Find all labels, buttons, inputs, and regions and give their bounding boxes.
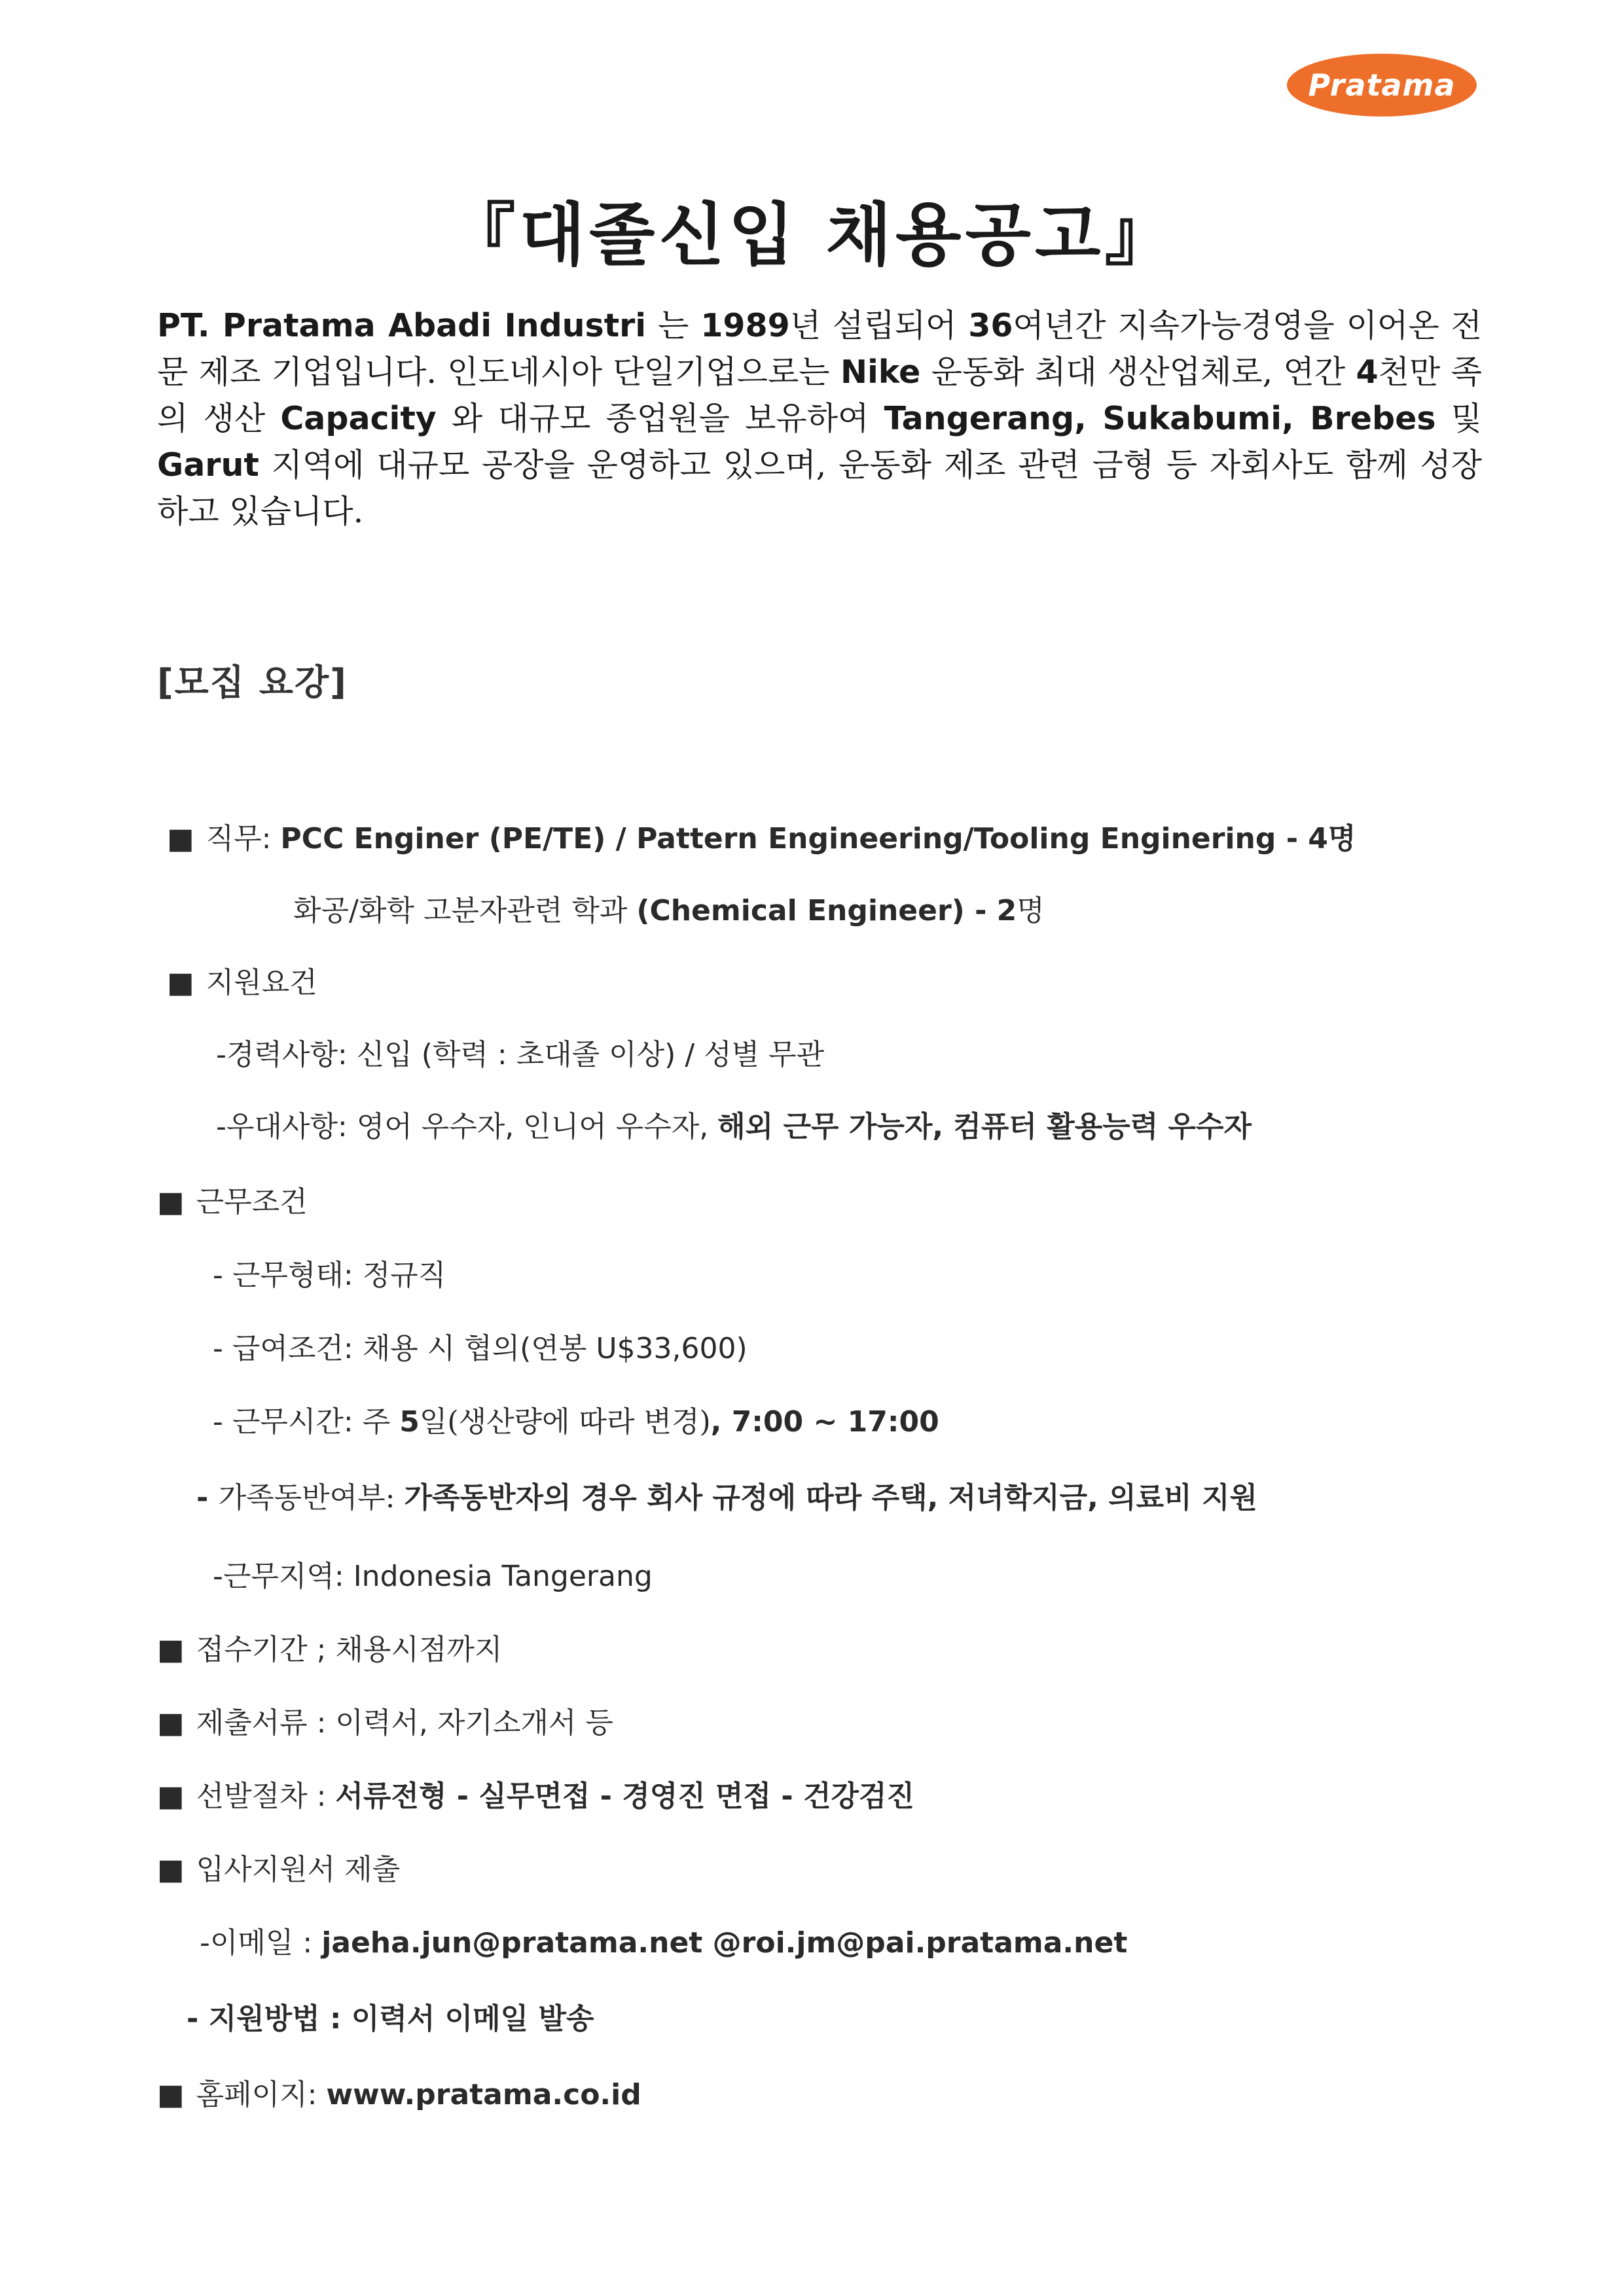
bullet-square: ■ — [157, 1706, 185, 1740]
intro-text: 는 — [646, 307, 701, 344]
intro-capacity: Capacity — [280, 400, 437, 437]
experience-row: -경력사항: 신입 (학력 : 초대졸 이상) / 성별 무관 — [216, 1038, 825, 1071]
documents-row — [157, 1699, 613, 1741]
homepage-label: 홈페이지: — [196, 2078, 327, 2111]
intro-garut: Garut — [157, 446, 259, 484]
employment-type-row: - 근무형태: 정규직 — [213, 1259, 446, 1292]
apply-heading — [157, 1846, 400, 1888]
bullet-square: ■ — [167, 966, 194, 999]
intro-text: 년 설립되어 — [789, 307, 969, 344]
homepage-link[interactable]: www.pratama.co.id — [326, 2078, 641, 2111]
documents-text: 제출서류 : 이력서, 자기소개서 등 — [196, 1706, 613, 1740]
job-line2-unit: 명 — [1017, 894, 1045, 927]
intro-text: 천만 족의 생산 — [157, 353, 1482, 437]
preferred-label: -우대사항: 영어 우수자, 인니어 우수자, — [216, 1110, 718, 1143]
intro-text: 운동화 최대 생산업체로, 연간 — [920, 353, 1356, 391]
period-row — [157, 1626, 502, 1668]
job-line2-text: 화공/화학 고분자관련 학과 — [293, 894, 637, 927]
hours-row — [213, 1398, 939, 1440]
email-label: -이메일 : — [200, 1926, 322, 1960]
hours-mid: 일(생산량에 따라 변경) — [419, 1405, 711, 1439]
email-value[interactable]: jaeha.jun@pratama.net @roi.jm@pai.pratama.net — [321, 1926, 1128, 1960]
method-text: - 지원방법 : 이력서 이메일 발송 — [187, 2002, 594, 2036]
family-dash: - — [196, 1481, 219, 1515]
bullet-square: ■ — [157, 2078, 185, 2111]
conditions-label: 근무조건 — [196, 1185, 308, 1219]
page-title: 『대졸신입 채용공고』 — [447, 195, 1177, 275]
job-row — [167, 815, 1356, 857]
requirements-heading — [167, 959, 317, 1001]
bullet-square: ■ — [157, 1853, 185, 1886]
bullet-square: ■ — [157, 1633, 185, 1666]
selection-label: 선발절차 : — [196, 1780, 336, 1813]
intro-year: 1989 — [700, 307, 790, 344]
email-row — [200, 1919, 1127, 1961]
preferred-value: 해외 근무 가능자, 컴퓨터 활용능력 우수자 — [717, 1110, 1252, 1143]
intro-years: 36 — [968, 307, 1013, 344]
recruitment-section-heading: [모집 요강] — [157, 662, 348, 703]
requirements-label: 지원요건 — [206, 966, 317, 999]
bullet-square: ■ — [157, 1185, 185, 1219]
homepage-row — [157, 2071, 641, 2113]
job-line2-value: (Chemical Engineer) - 2 — [636, 894, 1017, 927]
family-label: 가족동반여부: — [218, 1481, 405, 1515]
intro-nike: Nike — [840, 353, 921, 391]
company-intro — [157, 302, 1482, 535]
selection-row — [157, 1772, 914, 1814]
bullet-square: ■ — [157, 1780, 185, 1813]
intro-text: 및 — [1435, 400, 1483, 437]
intro-text: 지역에 대규모 공장을 운영하고 있으며, 운동화 제조 관련 금형 등 자회사도 함께 성장하고 있습니다. — [157, 446, 1482, 530]
intro-locations: Tangerang, Sukabumi, Brebes — [884, 400, 1436, 437]
job-label: 직무: — [206, 822, 281, 855]
period-text: 접수기간 ; 채용시점까지 — [196, 1633, 503, 1666]
logo-text: Pratama — [1308, 67, 1456, 103]
hours-label: - 근무시간: 주 — [213, 1405, 400, 1439]
method-row — [187, 1995, 594, 2037]
family-row — [196, 1474, 1257, 1516]
intro-quantity: 4 — [1356, 353, 1379, 391]
selection-value: 서류전형 - 실무면접 - 경영진 면접 - 건강검진 — [335, 1780, 914, 1813]
job-row-2 — [293, 887, 1045, 929]
pratama-logo — [1287, 54, 1477, 117]
hours-days: 5 — [399, 1405, 420, 1439]
family-value: 가족동반자의 경우 회사 규정에 따라 주택, 저녀학지금, 의료비 지원 — [404, 1481, 1258, 1515]
intro-text: 여년간 지속가능경영을 이어온 전문 제조 기업입니다. 인도네시아 단일기업으로는 — [157, 307, 1482, 391]
hours-value: , 7:00 ~ 17:00 — [710, 1405, 939, 1439]
apply-label: 입사지원서 제출 — [196, 1853, 401, 1886]
intro-text: 와 대규모 종업원을 보유하여 — [436, 400, 884, 437]
salary-row: - 급여조건: 채용 시 협의(연봉 U$33,600) — [213, 1332, 748, 1365]
job-value: PCC Enginer (PE/TE) / Pattern Engineering/Tooling Enginering - 4명 — [280, 822, 1356, 855]
conditions-heading — [157, 1178, 308, 1220]
location-row: -근무지역: Indonesia Tangerang — [213, 1560, 653, 1593]
preferred-row — [216, 1103, 1252, 1145]
bullet-square: ■ — [167, 822, 194, 855]
company-name: PT. Pratama Abadi Industri — [157, 307, 647, 344]
